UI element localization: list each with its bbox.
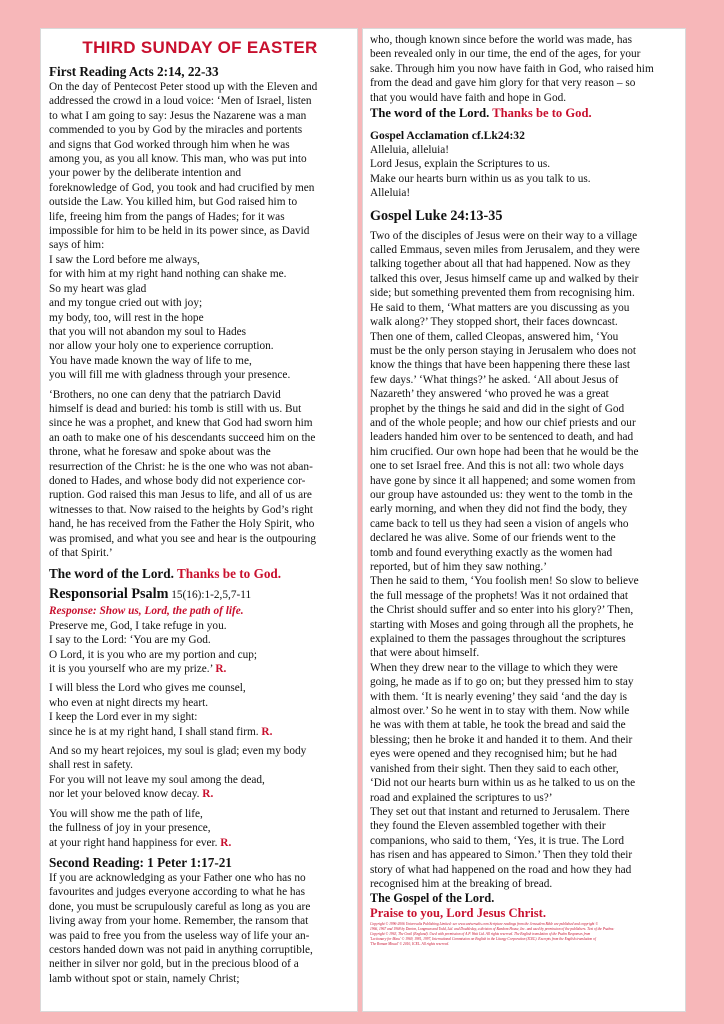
text-line: Then he said to them, ‘You foolish men! So slow to believe — [370, 575, 639, 588]
text-line: know the things that have been happening there these last — [370, 359, 631, 372]
text-line: starting with Moses and going through all the prophets, he — [370, 618, 634, 631]
psalm-stanza-4 — [49, 807, 351, 850]
text-line: nor allow your holy one to experience corruption. — [49, 340, 274, 353]
right-column — [362, 28, 686, 1012]
response-marker: R. — [215, 663, 227, 676]
text-line: called Emmaus, seven miles from Jerusalem, and they were — [370, 244, 640, 257]
text-line: I saw the Lord before me always, — [49, 253, 200, 266]
gospel-closing: The Gospel of the Lord. — [370, 891, 495, 906]
text-line: road and explained the scriptures to us?’ — [370, 791, 553, 804]
text-line: himself is dead and buried: his tomb is still with us. But — [49, 402, 302, 415]
acclamation-heading: Gospel Acclamation cf.Lk24:32 — [370, 129, 525, 143]
text-line: walk along?’ They stopped short, their faces downcast. — [370, 316, 618, 329]
text-line: cestors handed down was not paid in anything corruptible, — [49, 943, 313, 956]
text-line: I will bless the Lord who gives me counsel, — [49, 682, 246, 695]
psalm-heading — [49, 586, 351, 604]
text-line: Copyright © 1963, The Grail (England). Used with permission of A.P. Watt Ltd. All rights reserved. The English translation of the Psalm Responses from — [370, 931, 591, 936]
second-reading-closing — [370, 105, 679, 122]
text-line: must be the only person staying in Jerusalem who does not — [370, 344, 637, 357]
text-line: Alleluia, alleluia! — [370, 144, 450, 157]
text-line: since he was a prophet, and knew that God had sworn him — [49, 417, 313, 430]
text-line: On the day of Pentecost Peter stood up with the Eleven and — [49, 81, 318, 93]
copyright-notice — [370, 922, 679, 946]
text-line: 'Lectionary for Mass' © 1969, 1981, 1997, International Commission on English in the Liturgy Corporation (ICEL). Excerpts from the English translation of — [370, 936, 596, 941]
text-line: So my heart was glad — [49, 282, 147, 295]
text-line: tomb and found everything exactly as the women had — [370, 546, 613, 559]
page-title: THIRD SUNDAY OF EASTER — [82, 38, 318, 57]
text-line: ‘Brothers, no one can deny that the patriarch David — [49, 388, 281, 401]
text-line: the Christ should suffer and so enter into his glory?’ Then, — [370, 604, 634, 617]
text-line: my body, too, will rest in the hope — [49, 311, 204, 324]
first-reading-heading: First Reading Acts 2:14, 22-33 — [49, 64, 219, 79]
text-line: your power by the deliberate intention and — [49, 167, 241, 180]
text-line: foreknowledge of God, you took and had crucified by men — [49, 181, 315, 194]
text-line: and my tongue cried out with joy; — [49, 297, 203, 310]
text-line: shall rest in safety. — [49, 759, 133, 772]
text-line: I say to the Lord: ‘You are my God. — [49, 634, 211, 647]
text-line: talking together about all that had happened. Now as they — [370, 258, 631, 271]
text-line: has risen and has appeared to Simon.’ Then they told their — [370, 849, 633, 862]
text-line: done, you must be scrupulously careful as long as you are — [49, 900, 311, 913]
psalm-title: Responsorial Psalm — [49, 586, 169, 603]
text-line: impossible for him to be held in its power since, as David — [49, 225, 310, 238]
text-line: it is you yourself who are my prize.’ R. — [49, 663, 227, 676]
psalm-stanza-1 — [49, 619, 351, 677]
text-line: Then one of them, called Cleopas, answered him, ‘You — [370, 330, 619, 343]
text-line: outside the Law. You killed him, but God raised him to — [49, 196, 298, 209]
psalm-stanza-2 — [49, 681, 351, 739]
text-line: and of the whole people; and how our chief priests and our — [370, 416, 636, 429]
text-line: almost over.’ So he went in to stay with them. Now while — [370, 705, 630, 718]
text-line: with them. ‘It is nearly evening’ they said ‘and the day is — [370, 690, 628, 703]
word-of-the-lord-2: The word of the Lord. — [370, 106, 490, 121]
text-line: resurrection of the Christ: he is the one who was not aban- — [49, 460, 313, 473]
text-line: They set out that instant and returned to Jerusalem. There — [370, 805, 630, 818]
text-line: among you, as you all know. This man, who was put into — [49, 153, 307, 166]
text-line: since he is at my right hand, I shall stand firm. R. — [49, 725, 273, 738]
text-line: who even at night directs my heart. — [49, 696, 209, 709]
text-line: recognised him at the breaking of bread. — [370, 877, 553, 890]
text-line: he was with them at table, he took the bread and said the — [370, 719, 626, 732]
text-line: I keep the Lord ever in my sight: — [49, 711, 198, 724]
text-line: witnesses to that. Now raised to the heights by God’s right — [49, 503, 313, 516]
text-line: prophet by the things he said and did in the sight of God — [370, 402, 625, 415]
text-line: says of him: — [49, 239, 105, 252]
response-marker: R. — [220, 836, 232, 849]
second-reading-continued — [370, 33, 679, 105]
text-line: throne, what he foresaw and spoke about was the — [49, 446, 271, 459]
text-line: nor let your beloved know decay. R. — [49, 788, 214, 801]
text-line: that were about himself. — [370, 647, 480, 660]
text-line: eyes were opened and they recognised him; but he had — [370, 748, 617, 761]
text-line: O Lord, it is you who are my portion and cup; — [49, 648, 258, 661]
text-line: addressed the crowd in a loud voice: ‘Men of Israel, listen — [49, 95, 312, 108]
text-line: of that Spirit.’ — [49, 547, 113, 559]
text-line: lamb without spot or stain, namely Christ; — [49, 972, 240, 985]
text-line: If you are acknowledging as your Father one who has no — [49, 871, 306, 884]
text-line: 1966, 1967 and 1968 by Darton, Longman and Todd, Ltd. and Doubleday, a division of Random House, Inc. and used by permission of the publishers. Text of the Psalms: — [370, 927, 615, 932]
psalm-reference: 15(16):1-2,5,7-11 — [168, 589, 252, 602]
text-line: explained to them the passages throughout the scriptures — [370, 633, 626, 646]
first-reading-part1 — [49, 80, 351, 383]
text-line: life, freeing him from the pangs of Hades; for it was — [49, 210, 285, 223]
text-line: one to set Israel free. And this is not all: two whole days — [370, 460, 624, 473]
text-line: doned to Hades, and whose body did not experience cor- — [49, 474, 306, 487]
text-line: living away from your home. Remember, the ransom that — [49, 915, 309, 928]
text-line: the fullness of joy in your presence, — [49, 822, 211, 835]
bulletin-sheet — [40, 28, 686, 1014]
psalm-stanza-3 — [49, 744, 351, 802]
text-line: an oath to make one of his descendants succeed him on the — [49, 431, 316, 444]
text-line: you will fill me with gladness through your presence. — [49, 369, 291, 382]
text-line: For you will not leave my soul among the dead, — [49, 773, 265, 786]
word-of-the-lord: The word of the Lord. — [49, 566, 174, 582]
first-reading-closing — [49, 565, 351, 582]
text-line: sake. Through him you now have faith in God, who raised him — [370, 62, 654, 75]
text-line: at your right hand happiness for ever. R. — [49, 836, 232, 849]
text-line: Two of the disciples of Jesus were on their way to a village — [370, 229, 638, 242]
text-line: Alleluia! — [370, 187, 411, 200]
text-line: 'The Roman Missal' © 2010, ICEL. All rights reserved. — [370, 941, 450, 946]
text-line: they found the Eleven assembled together with their — [370, 820, 606, 833]
acclamation-text — [370, 143, 679, 201]
text-line: for with him at my right hand nothing can shake me. — [49, 268, 287, 281]
text-line: story of what had happened on the road and how they had — [370, 863, 632, 876]
text-line: who, though known since before the world was made, has — [370, 34, 632, 46]
text-line: from the dead and gave him glory for that very reason – so — [370, 77, 636, 90]
text-line: declared he was alive. Some of our friends went to the — [370, 532, 616, 545]
gospel-response: Praise to you, Lord Jesus Christ. — [370, 906, 546, 921]
text-line: few days.’ ‘What things?’ he asked. ‘All about Jesus of — [370, 373, 619, 386]
text-line: Nazareth’ they answered ‘who proved he was a great — [370, 388, 609, 401]
text-line: that you would have faith and hope in God. — [370, 91, 567, 104]
text-line: him crucified. Our own hope had been that he would be the — [370, 445, 639, 458]
text-line: You will show me the path of life, — [49, 807, 203, 820]
text-line: have gone by since it all happened; and some women from — [370, 474, 636, 487]
thanks-response: Thanks be to God. — [176, 566, 282, 582]
first-reading-part2 — [49, 388, 351, 561]
text-line: companions, who said to them, ‘Yes, it is true. The Lord — [370, 834, 625, 847]
gospel-heading: Gospel Luke 24:13-35 — [370, 207, 503, 224]
thanks-response-2: Thanks be to God. — [492, 106, 592, 121]
text-line: going, he made as if to go on; but they pressed him to stay — [370, 676, 634, 689]
text-line: Lord Jesus, explain the Scriptures to us. — [370, 158, 551, 171]
right-column-body — [370, 33, 679, 946]
text-line: and signs that God worked through him when he was — [49, 138, 290, 151]
text-line: neither in silver nor gold, but in the precious blood of a — [49, 958, 299, 971]
text-line: And so my heart rejoices, my soul is glad; even my body — [49, 745, 307, 758]
text-line: blessing; then he broke it and handed it to them. And their — [370, 733, 633, 746]
text-line: the full message of the prophets! Was it not ordained that — [370, 589, 629, 602]
text-line: favourites and judges everyone according to what he has — [49, 886, 305, 899]
text-line: ruption. God raised this man Jesus to life, and all of us are — [49, 489, 312, 502]
text-line: side; but something prevented them from recognising him. — [370, 287, 635, 300]
text-line: early morning, and when they did not find the body, they — [370, 503, 628, 516]
second-reading-text — [49, 871, 351, 986]
text-line: ‘Did not our hearts burn within us as he talked to us on the — [370, 777, 636, 790]
text-line: talked this over, Jesus himself came up and walked by their — [370, 272, 639, 285]
text-line: commended to you by God by the miracles and portents — [49, 124, 303, 137]
gospel-text — [370, 229, 679, 892]
text-line: came back to tell us they had seen a vision of angels who — [370, 517, 629, 530]
text-line: You have made known the way of life to me, — [49, 354, 252, 367]
text-line: Preserve me, God, I take refuge in you. — [49, 619, 227, 632]
text-line: was paid to free you from the useless way of life your an- — [49, 929, 310, 942]
text-line: reported, but of him they saw nothing.’ — [370, 561, 547, 573]
text-line: vanished from their sight. Then they said to each other, — [370, 762, 619, 775]
psalm-response: Response: Show us, Lord, the path of life. — [49, 605, 244, 618]
response-marker: R. — [261, 725, 273, 738]
text-line: Make our hearts burn within us as you talk to us. — [370, 172, 591, 185]
response-marker: R. — [202, 788, 214, 801]
text-line: been revealed only in our time, the end of the ages, for your — [370, 48, 641, 61]
text-line: was promised, and what you see and hear is the outpouring — [49, 532, 316, 545]
text-line: leaders handed him over to be sentenced to death, and had — [370, 431, 634, 444]
text-line: to what I am going to say: Jesus the Nazarene was a man — [49, 109, 307, 122]
text-line: our group have astounded us: they went to the tomb in the — [370, 488, 633, 501]
second-reading-heading: Second Reading: 1 Peter 1:17-21 — [49, 854, 232, 870]
text-line: that you will not abandon my soul to Hades — [49, 325, 247, 338]
left-column — [40, 28, 358, 1012]
text-line: When they drew near to the village to which they were — [370, 661, 618, 674]
text-line: hand, he has received from the Father the Holy Spirit, who — [49, 518, 315, 531]
text-line: He said to them, ‘What matters are you discussing as you — [370, 301, 630, 314]
left-column-body — [49, 64, 351, 986]
text-line: Copyright © 1996-2006 Universalis Publishing Limited: see www.universalis.com Scripture readings from the Jerusalem Bible are published and copyright © — [370, 922, 599, 927]
